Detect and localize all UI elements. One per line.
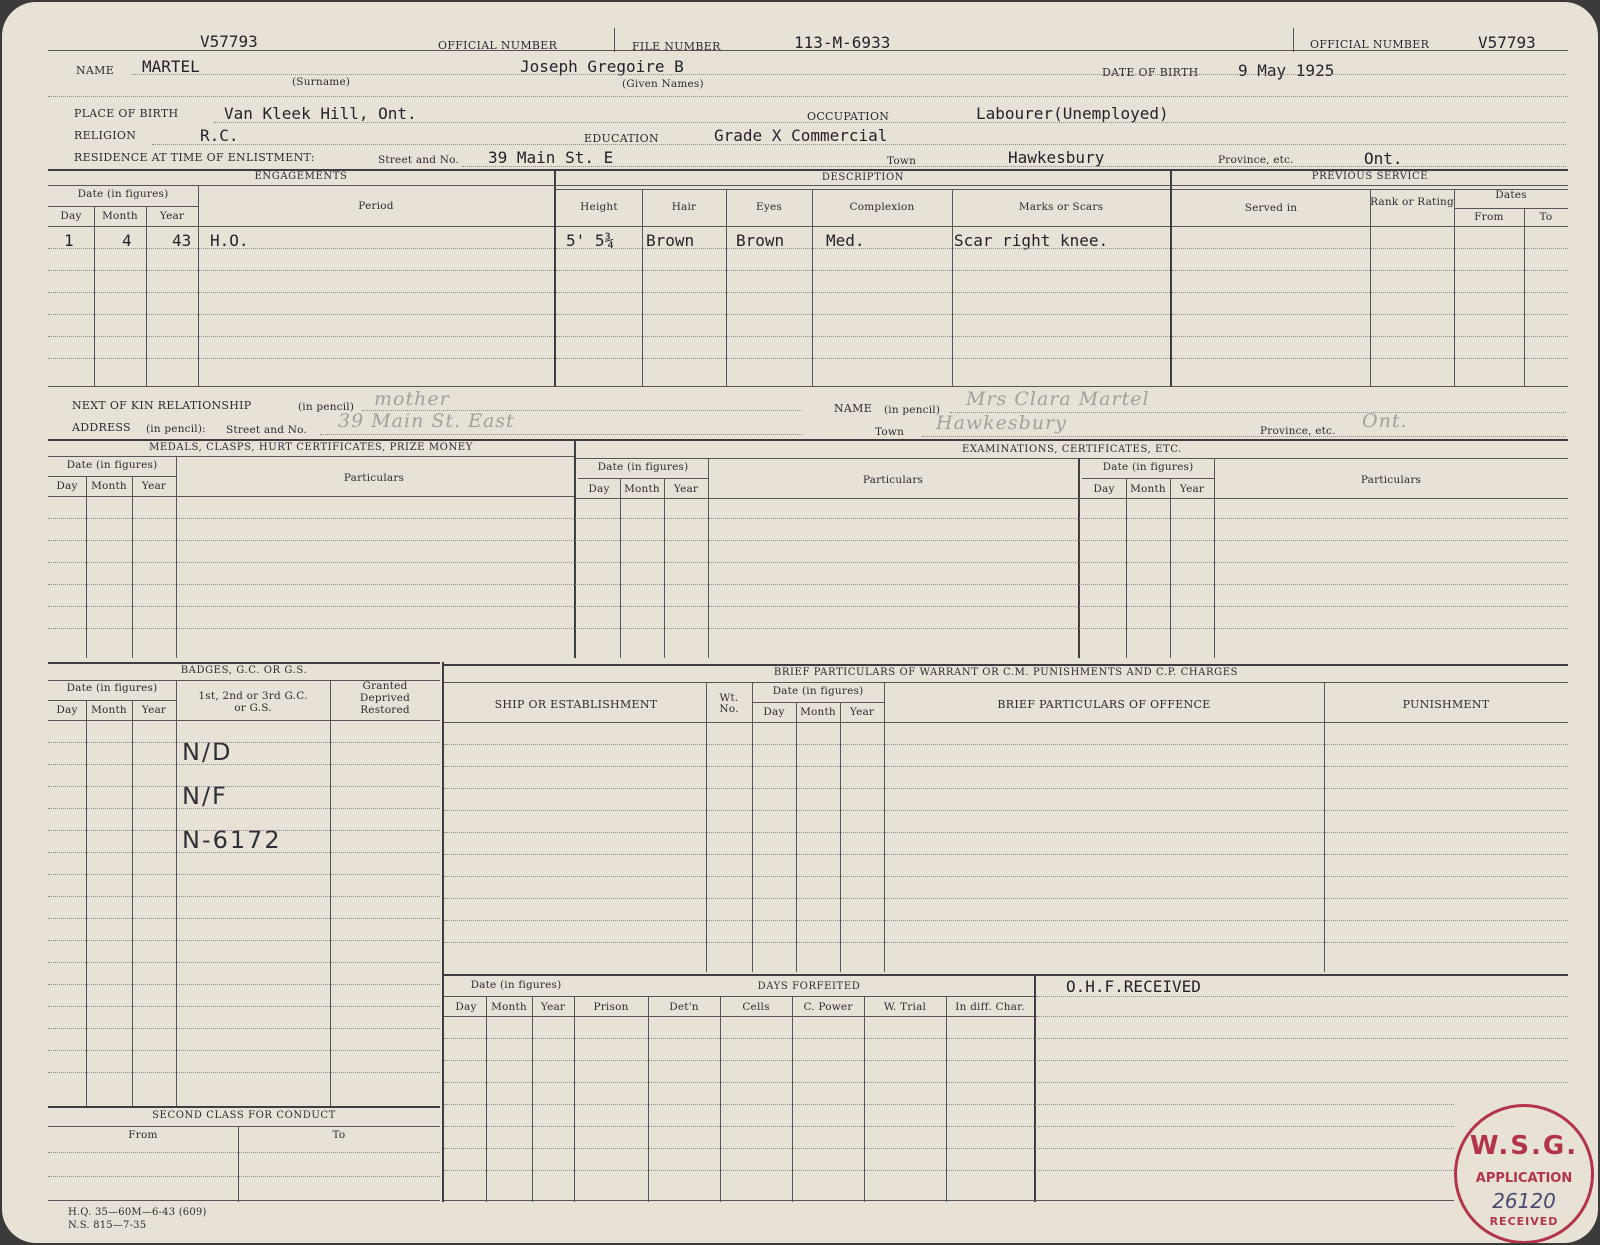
- badges-restored-label: Restored: [360, 704, 410, 716]
- pob-value: Van Kleek Hill, Ont.: [224, 104, 417, 123]
- nok-relationship-value: mother: [374, 388, 450, 410]
- prison-header: Prison: [593, 1001, 629, 1013]
- nok-relationship-label: NEXT OF KIN RELATIONSHIP: [72, 399, 252, 412]
- nok-address-pencil-note: (in pencil):: [146, 423, 206, 435]
- exams-day-header-1: Day: [588, 483, 610, 495]
- stamp-line-4: RECEIVED: [1489, 1215, 1559, 1228]
- from-header: From: [1474, 211, 1504, 223]
- badges-day-header: Day: [56, 704, 78, 716]
- engagement-month-header: Month: [102, 210, 138, 222]
- description-title: DESCRIPTION: [821, 172, 905, 183]
- eyes-header: Eyes: [756, 201, 782, 213]
- forfeit-date-label: Date (in figures): [470, 979, 562, 991]
- complexion-header: Complexion: [849, 201, 915, 213]
- to-header: To: [1539, 211, 1553, 223]
- engagement-day-header: Day: [60, 210, 82, 222]
- second-class-to: To: [332, 1129, 346, 1141]
- footer-line-2: N.S. 815—7-35: [68, 1220, 147, 1231]
- eyes-value: Brown: [736, 231, 785, 250]
- cpower-header: C. Power: [803, 1001, 853, 1013]
- pun-date-label: Date (in figures): [772, 685, 864, 697]
- engagement-year: 43: [172, 231, 192, 250]
- exams-particulars-header-1: Particulars: [862, 474, 924, 486]
- stamp-line-2: APPLICATION: [1475, 1171, 1573, 1186]
- occupation-value: Labourer(Unemployed): [976, 104, 1169, 123]
- application-received-stamp: [1454, 1104, 1594, 1243]
- medals-day-header: Day: [56, 480, 78, 492]
- dob-value: 9 May 1925: [1238, 61, 1335, 80]
- residence-province-value: Ont.: [1364, 149, 1403, 168]
- exams-month-header-1: Month: [624, 483, 660, 495]
- exams-year-header-1: Year: [673, 483, 699, 495]
- education-label: EDUCATION: [584, 132, 659, 145]
- wtrial-header: W. Trial: [883, 1001, 927, 1013]
- nok-street-value: 39 Main St. East: [338, 410, 515, 432]
- nok-name-pencil-note: (in pencil): [884, 404, 941, 416]
- engagement-period-header: Period: [358, 200, 394, 212]
- badges-entry-2: N/F: [182, 782, 228, 810]
- residence-province-label: Province, etc.: [1218, 154, 1294, 166]
- pun-day-header: Day: [763, 706, 785, 718]
- pob-label: PLACE OF BIRTH: [74, 107, 179, 120]
- dob-label: DATE OF BIRTH: [1102, 66, 1199, 79]
- file-number-label: FILE NUMBER: [632, 40, 721, 53]
- official-number-label-left: OFFICIAL NUMBER: [438, 39, 558, 52]
- religion-value: R.C.: [200, 126, 239, 145]
- forfeit-year-header: Year: [540, 1001, 566, 1013]
- given-names-value: Joseph Gregoire B: [520, 57, 684, 76]
- residence-town-value: Hawkesbury: [1008, 148, 1105, 167]
- hair-value: Brown: [646, 231, 695, 250]
- exams-particulars-header-2: Particulars: [1360, 474, 1422, 486]
- marks-value: Scar right knee.: [954, 231, 1109, 250]
- name-label: NAME: [76, 64, 115, 77]
- forfeit-day-header: Day: [455, 1001, 477, 1013]
- nok-name-label: NAME: [834, 402, 873, 415]
- exams-day-header-2: Day: [1093, 483, 1115, 495]
- badges-granted-label: Granted: [362, 680, 408, 692]
- badges-month-header: Month: [91, 704, 127, 716]
- engagement-year-header: Year: [159, 210, 185, 222]
- punishment-header: PUNISHMENT: [1402, 698, 1490, 711]
- file-number-value: 113-M-6933: [794, 33, 891, 52]
- wt-header-2: No.: [719, 703, 739, 715]
- nok-town-value: Hawkesbury: [936, 412, 1067, 434]
- days-forfeited-title: DAYS FORFEITED: [757, 981, 861, 992]
- nok-street-label: Street and No.: [226, 424, 307, 436]
- engagement-period: H.O.: [210, 231, 249, 250]
- detn-header: Det'n: [669, 1001, 699, 1013]
- nok-address-label: ADDRESS: [72, 421, 131, 434]
- exams-title: EXAMINATIONS, CERTIFICATES, ETC.: [962, 444, 1182, 455]
- nok-province-label: Province, etc.: [1260, 425, 1336, 437]
- badges-deprived-label: Deprived: [359, 692, 411, 704]
- medals-date-label: Date (in figures): [66, 459, 158, 471]
- medals-particulars-header: Particulars: [343, 472, 405, 484]
- medals-month-header: Month: [91, 480, 127, 492]
- nok-province-value: Ont.: [1362, 410, 1408, 432]
- service-record-card: [2, 2, 1598, 1243]
- rank-header: Rank or Rating: [1370, 196, 1454, 208]
- engagements-title: ENGAGEMENTS: [254, 171, 348, 182]
- indiff-header: In diff. Char.: [955, 1001, 1025, 1013]
- cells-header: Cells: [742, 1001, 770, 1013]
- given-names-label: (Given Names): [622, 78, 704, 90]
- punishments-title: BRIEF PARTICULARS OF WARRANT OR C.M. PUNISHMENTS AND C.P. CHARGES: [773, 667, 1239, 678]
- ship-header: SHIP OR ESTABLISHMENT: [494, 698, 658, 711]
- education-value: Grade X Commercial: [714, 126, 888, 145]
- height-header: Height: [580, 201, 618, 213]
- badges-gc-label-2: or G.S.: [234, 702, 272, 714]
- medals-title: MEDALS, CLASPS, HURT CERTIFICATES, PRIZE MONEY: [149, 442, 473, 453]
- engagement-month: 4: [122, 231, 132, 250]
- surname-label: (Surname): [292, 76, 351, 88]
- engagement-date-label: Date (in figures): [77, 188, 169, 200]
- stamp-line-3: 26120: [1492, 1189, 1556, 1213]
- official-number-label-right: OFFICIAL NUMBER: [1310, 38, 1430, 51]
- pun-year-header: Year: [849, 706, 875, 718]
- served-in-header: Served in: [1244, 202, 1298, 214]
- second-class-from: From: [128, 1129, 158, 1141]
- nok-town-label: Town: [875, 426, 905, 438]
- dates-header: Dates: [1495, 189, 1527, 201]
- wt-header-1: Wt.: [719, 692, 739, 704]
- medals-year-header: Year: [141, 480, 167, 492]
- exams-date-label-2: Date (in figures): [1102, 461, 1194, 473]
- exams-date-label-1: Date (in figures): [597, 461, 689, 473]
- badges-title: BADGES, G.C. OR G.S.: [180, 665, 308, 676]
- pun-month-header: Month: [800, 706, 836, 718]
- residence-street-value: 39 Main St. E: [488, 148, 614, 167]
- height-value: 5' 5¾: [566, 231, 615, 250]
- surname-value: MARTEL: [142, 57, 200, 76]
- occupation-label: OCCUPATION: [807, 110, 890, 123]
- badges-entry-1: N/D: [182, 738, 233, 766]
- hair-header: Hair: [671, 201, 697, 213]
- badges-entry-3: N-6172: [182, 826, 282, 854]
- badges-date-label: Date (in figures): [66, 682, 158, 694]
- nok-name-value: Mrs Clara Martel: [966, 388, 1150, 410]
- residence-label: RESIDENCE AT TIME OF ENLISTMENT:: [74, 151, 315, 164]
- second-class-title: SECOND CLASS FOR CONDUCT: [152, 1110, 336, 1121]
- exams-month-header-2: Month: [1130, 483, 1166, 495]
- complexion-value: Med.: [826, 231, 865, 250]
- residence-town-label: Town: [887, 155, 917, 167]
- previous-service-title: PREVIOUS SERVICE: [1311, 171, 1429, 182]
- footer-line-1: H.Q. 35—60M—6-43 (609): [68, 1207, 207, 1218]
- nok-relationship-pencil-note: (in pencil): [298, 401, 355, 413]
- badges-year-header: Year: [141, 704, 167, 716]
- forfeit-month-header: Month: [491, 1001, 527, 1013]
- marks-header: Marks or Scars: [1018, 201, 1104, 213]
- official-number-left: V57793: [200, 32, 258, 51]
- residence-street-label: Street and No.: [378, 154, 459, 166]
- religion-label: RELIGION: [74, 129, 137, 142]
- official-number-right: V57793: [1478, 33, 1536, 52]
- badges-gc-label-1: 1st, 2nd or 3rd G.C.: [198, 690, 308, 702]
- offence-header: BRIEF PARTICULARS OF OFFENCE: [997, 698, 1211, 711]
- engagement-day: 1: [64, 231, 74, 250]
- exams-year-header-2: Year: [1179, 483, 1205, 495]
- ohf-received: O.H.F.RECEIVED: [1066, 977, 1201, 996]
- stamp-line-1: W.S.G.: [1469, 1131, 1579, 1161]
